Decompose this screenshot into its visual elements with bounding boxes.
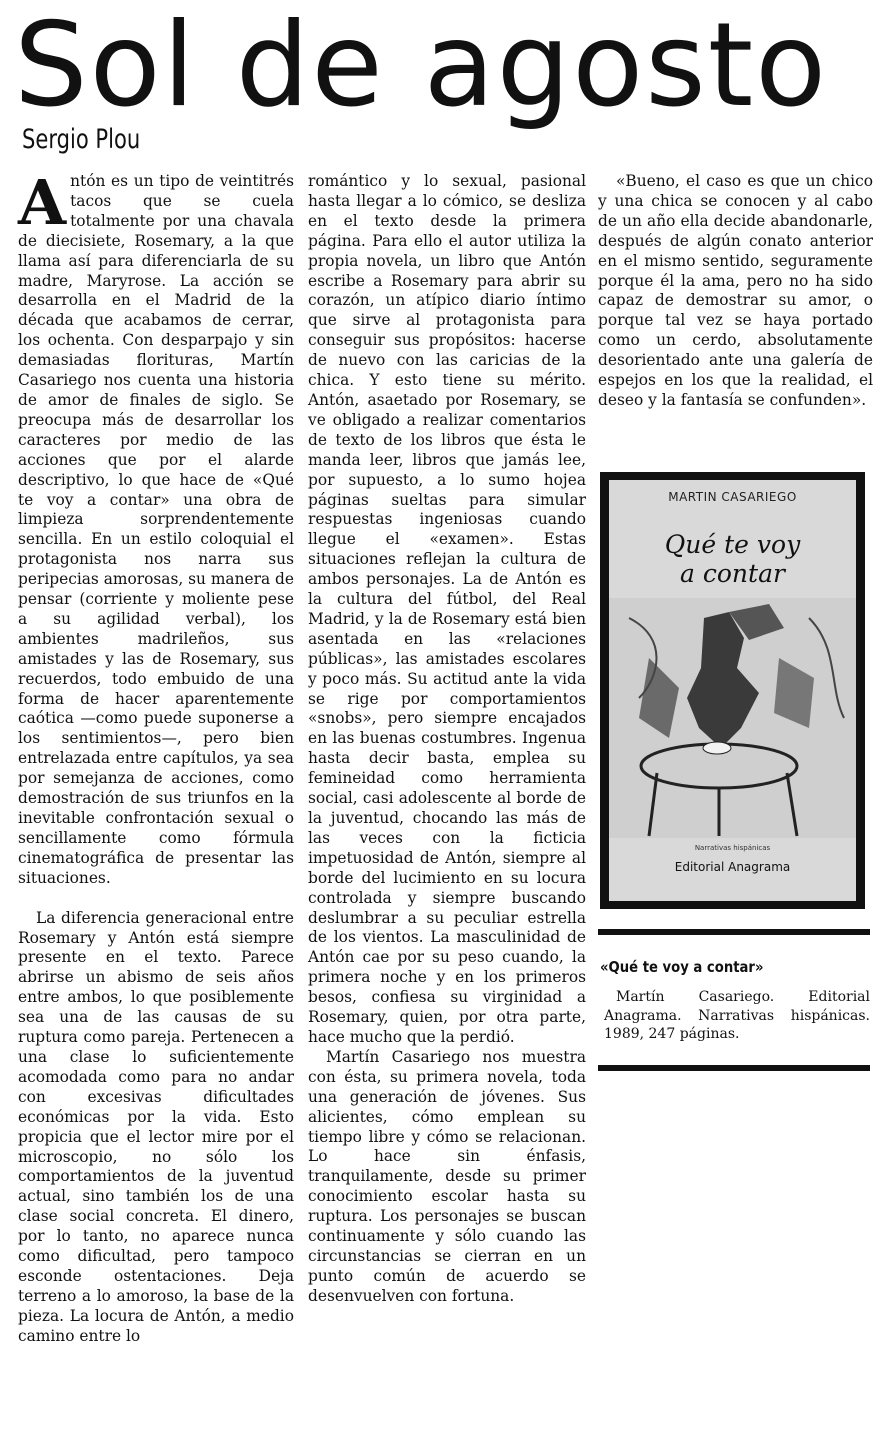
cover-publisher: Editorial Anagrama	[674, 860, 791, 874]
text-column-2	[308, 172, 586, 1307]
paragraph-1-text: ntón es un tipo de veintitrés tacos que se cuela totalmente por una chavala de diecisiete, Rosemary, a la que llama así para diferenciarla de su madre, Maryrose. La acción se desarrolla en el Madrid de la década que acabamos de cerrar, los ochenta. Con desparpajo y sin demasiadas florituras, Martín Casariego nos cuenta una historia de amor de finales de siglo. Se preocupa más de desarrollar los caracteres por medio de las acciones que por el alarde descriptivo, lo que hace de «Qué te voy a contar» una obra de limpieza sorprendentemente sencilla. En un estilo coloquial el protagonista nos narra sus peripecias amorosas, su manera de pensar (corriente y moliente pese a su agilidad verbal), los ambientes madrileños, sus amistades y las de Rosemary, sus recuerdos, todo embuido de una forma de hacer aparentemente caótica —como puede suponerse a los sentimientos—, pero bien entrelazada entre capítulos, ya sea por semejanza de acciones, como demostración de sus triunfos en la inevitable confrontación sexual o sencillamente como fórmula cinematográfica de presentar las situaciones.	[18, 172, 295, 887]
article-title: Sol de agosto	[14, 0, 829, 133]
cover-title-line-2: a contar	[680, 559, 785, 588]
text-column-1	[18, 166, 295, 1347]
info-box-top-rule	[598, 929, 870, 935]
cover-series: Narrativas hispánicas	[694, 844, 771, 852]
paragraph-4: Martín Casariego nos muestra con ésta, su primera novela, toda una generación de jóvenes. Sus alicientes, cómo emplean su tiempo libre y cómo se relacionan. Lo hace sin énfasis, tranquilamente, desde su primer conocimiento escolar hasta su ruptura. Los personajes se buscan continuamente y sólo cuando las circunstancias se cierran en un punto común de acuerdo se desenvuelven con fortuna.	[308, 1047, 586, 1305]
cover-illustration	[609, 598, 856, 838]
cover-author: MARTIN CASARIEGO	[668, 490, 797, 504]
info-box-title: «Qué te voy a contar»	[600, 958, 764, 976]
info-box-text: Martín Casariego. Editorial Anagrama. Narrativas hispánicas. 1989, 247 páginas.	[604, 989, 870, 1042]
text-column-3	[598, 172, 873, 411]
paragraph-3: romántico y lo sexual, pasional hasta llegar a lo cómico, se desliza en el texto desde la primera página. Para ello el autor utiliza la propia novela, un libro que Antón escribe a Rosemary para abrir su corazón, un atípico diario íntimo que sirve al protagonista para conseguir sus propósitos: hacerse de nuevo con las caricias de la chica. Y esto tiene su mérito. Antón, asaetado por Rosemary, se ve obligado a realizar comentarios de texto de los libros que ésta le manda leer, libros que jamás lee, por supuesto, a lo sumo hojea páginas sueltas para simular respuestas ingeniosas cuando llegue el «examen». Estas situaciones reflejan la cultura de ambos personajes. La de Antón es la cultura del fútbol, del Real Madrid, y la de Rosemary está bien asentada en las «relaciones públicas», las amistades escolares y poco más. Su actitud ante la vida se rige por comportamientos «snobs», pero siempre encajados en las buenas costumbres. Ingenua hasta decir basta, emplea su femineidad como herramienta social, casi adolescente al borde de la juventud, chocando las más de las veces con la ficticia impetuosidad de Antón, siempre al borde del lucimiento en su locura controlada y siempre buscando deslumbrar a su peculiar estrella de los vientos. La masculinidad de Antón cae por su peso cuando, la primera noche y en los primeros besos, confiesa su virginidad a Rosemary, quien, por otra parte, hace mucho que la perdió.	[308, 172, 586, 1046]
cover-title	[609, 530, 856, 588]
article-author: Sergio Plou	[22, 124, 141, 155]
quote-paragraph: «Bueno, el caso es que un chico y una chica se conocen y al cabo de un año ella decide abandonarle, después de algún conato anterior en el mismo sentido, seguramente porque él la ama, pero no ha sido capaz de demostrar su amor, o porque tal vez se haya portado como un cerdo, absolutamente desorientado ante una galería de espejos en los que la realidad, el deseo y la fantasía se confunden».	[598, 172, 873, 409]
cover-title-line-1: Qué te voy	[664, 530, 801, 559]
info-box-bottom-rule	[598, 1065, 870, 1071]
paragraph-2: La diferencia generacional entre Rosemary y Antón está siempre presente en el texto. Parece abrirse un abismo de seis años entre ambos, lo que posiblemente sea una de las causas de su ruptura como pareja. Pertenecen a una clase lo suficientemente acomodada como para no andar con excesivas dificultades económicas por la vida. Esto propicia que el lector mire por el microscopio, no sólo los comportamientos de la juventud actual, sino también los de una clase social concreta. El dinero, por lo tanto, no aparece nunca como dificultad, pero tampoco esconde ostentaciones. Deja terreno a lo amoroso, la base de la pieza. La locura de Antón, a medio camino entre lo	[18, 908, 294, 1345]
book-cover-image	[600, 472, 865, 909]
paragraph-1	[18, 166, 295, 889]
drop-cap: A	[18, 166, 67, 239]
book-cover-panel	[609, 480, 856, 901]
